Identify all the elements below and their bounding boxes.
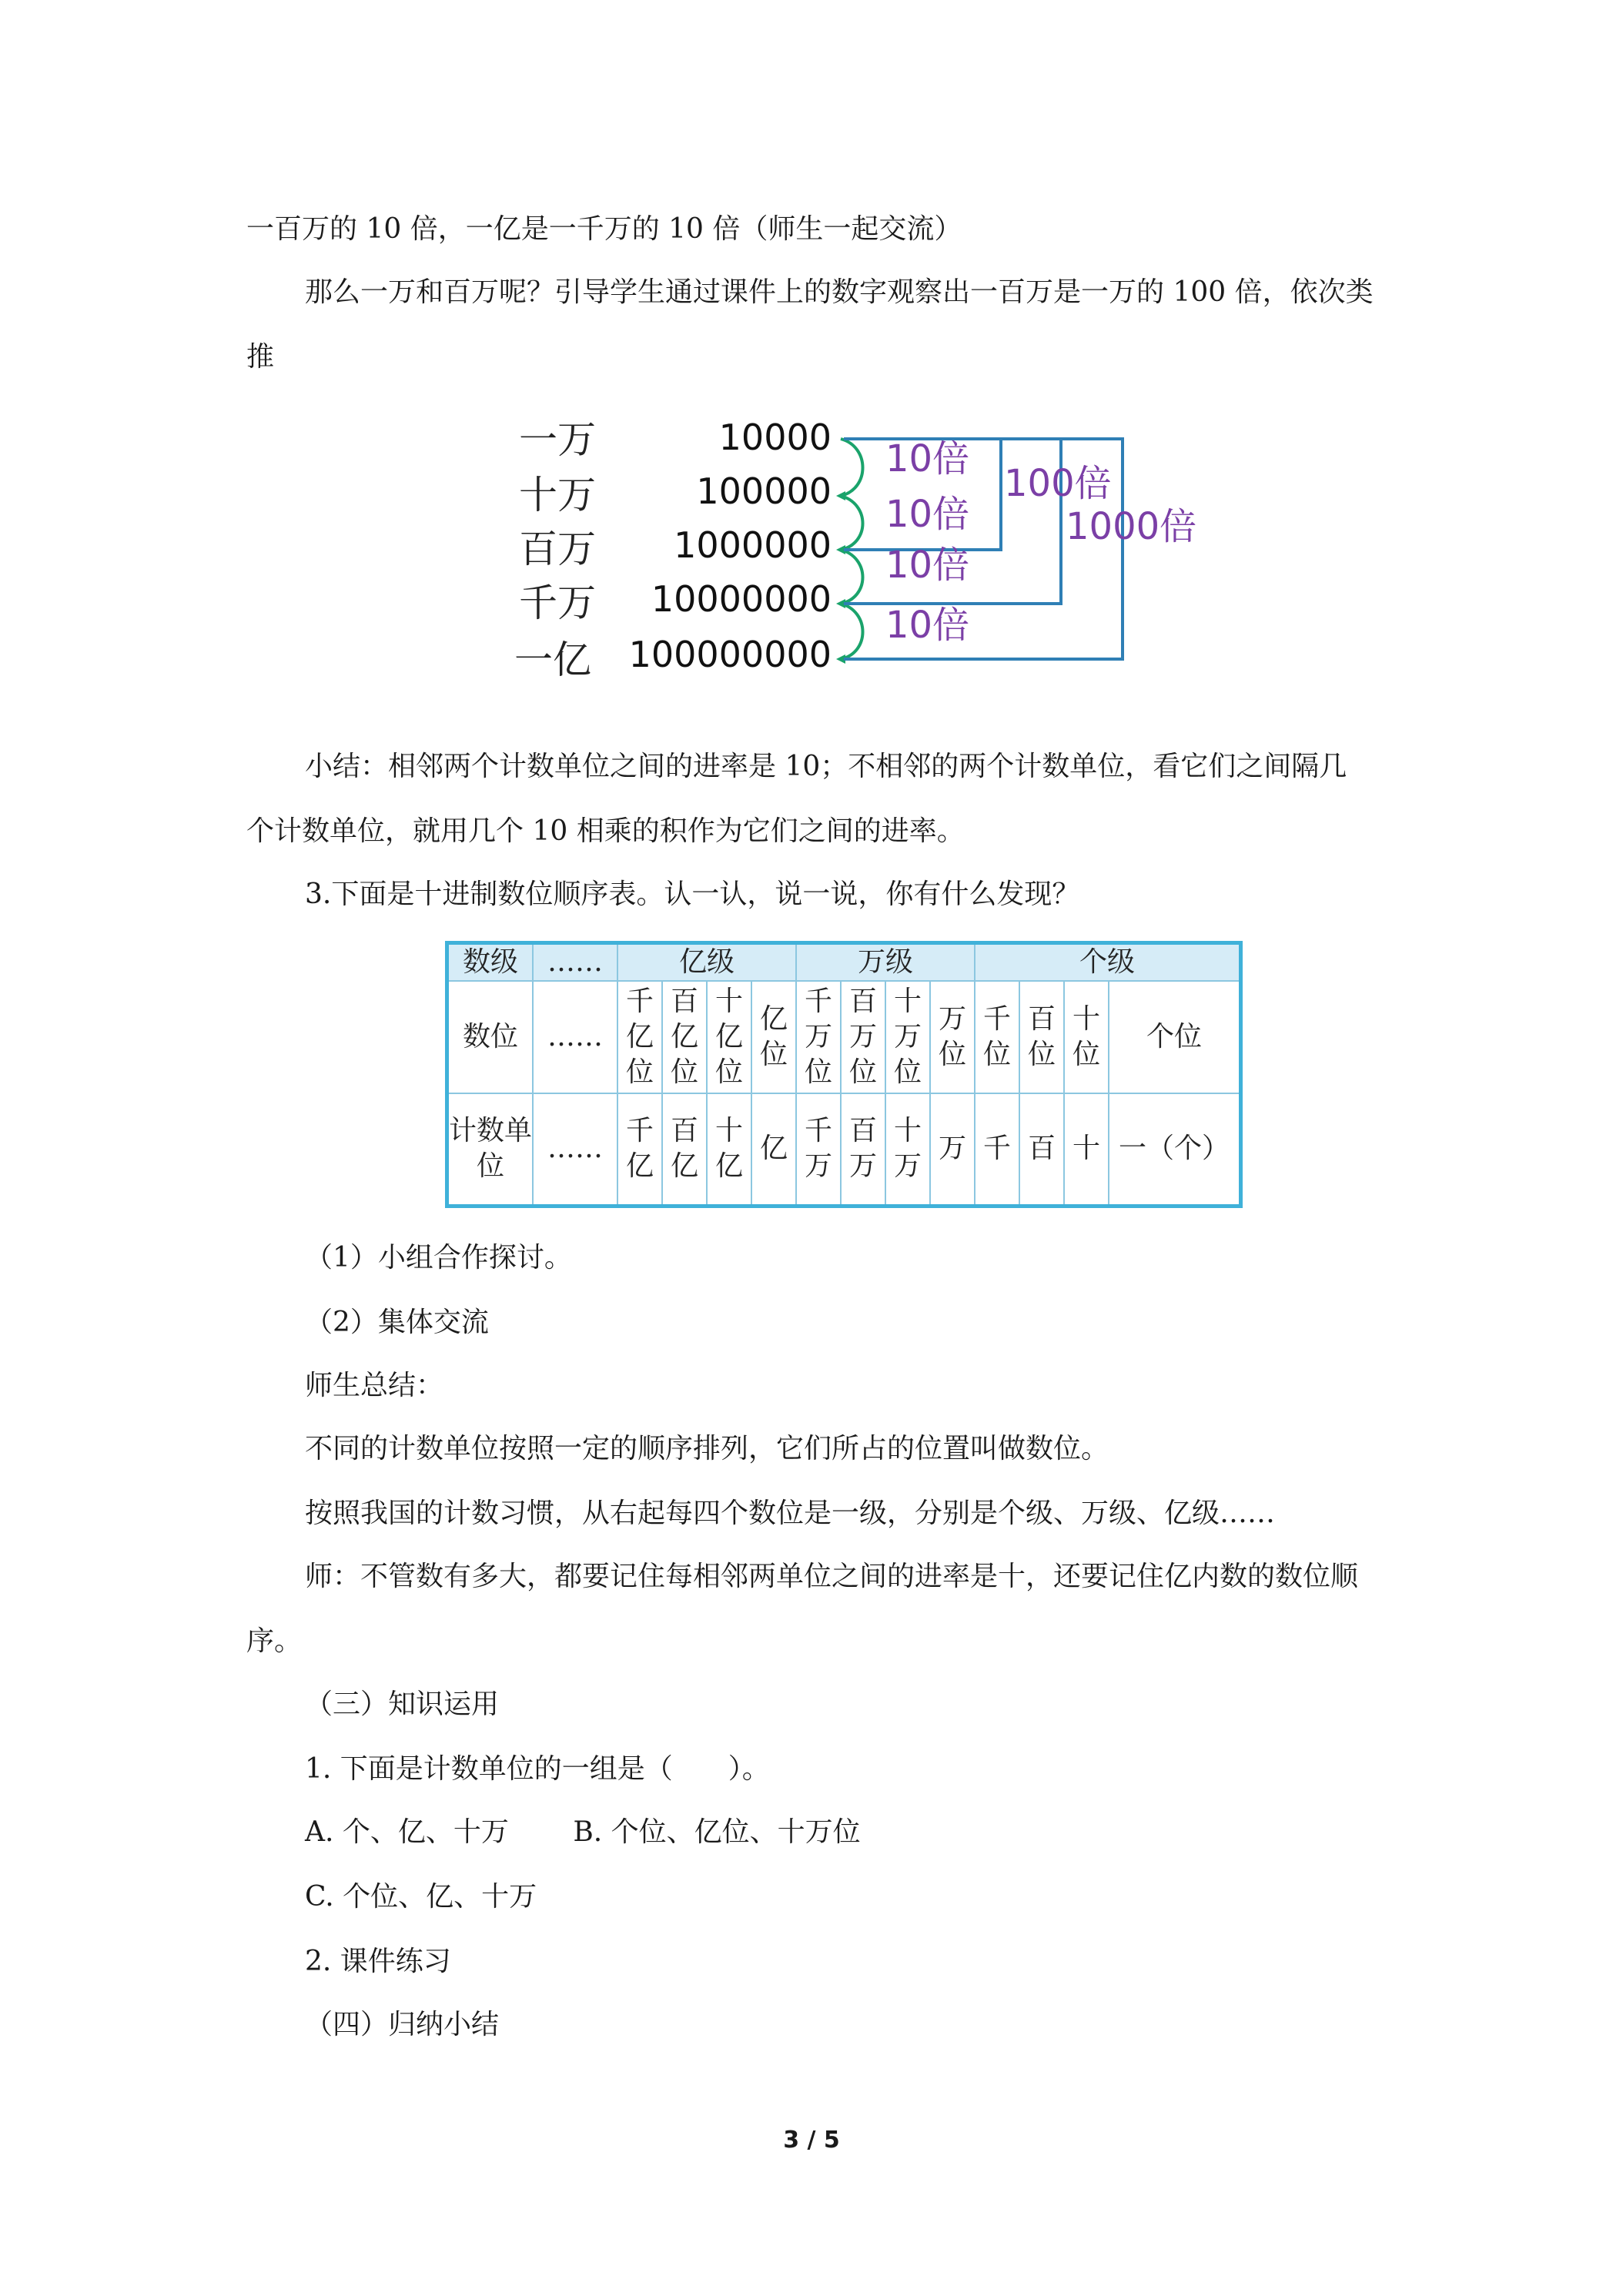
table-cell: 十位 — [1064, 981, 1109, 1093]
place-value-diagram — [493, 416, 1201, 708]
table-cell: …… — [533, 981, 617, 1093]
step-label: 10倍 — [885, 604, 970, 647]
unit-label: 一万 — [519, 417, 596, 462]
table-cell: 千亿 — [617, 1093, 662, 1206]
table-cell: 十亿 — [707, 1093, 751, 1206]
text-line: 师：不管数有多大，都要记住每相邻两单位之间的进率是十，还要记住亿内数的数位顺 — [305, 1561, 1359, 1592]
step-arc — [841, 550, 863, 604]
text-line: （2）集体交流 — [305, 1307, 489, 1338]
table-cell: 数级 — [447, 943, 534, 982]
text-line: 按照我国的计数习惯，从右起每四个数位是一级，分别是个级、万级、亿级…… — [305, 1498, 1276, 1529]
arrow-head — [836, 491, 845, 500]
table-row — [447, 1093, 1241, 1206]
unit-label: 千万 — [519, 581, 596, 625]
table-cell: 万 — [930, 1093, 975, 1206]
table-cell: 千万 — [796, 1093, 841, 1206]
table-row — [447, 981, 1241, 1093]
text-line: 推 — [246, 341, 275, 373]
unit-number: 1000000 — [674, 524, 832, 566]
table-cell: 千万位 — [796, 981, 841, 1093]
table-cell: 亿位 — [751, 981, 796, 1093]
text-line: 不同的计数单位按照一定的顺序排列，它们所占的位置叫做数位。 — [305, 1433, 1109, 1464]
text-line: 那么一万和百万呢？引导学生通过课件上的数字观察出一百万是一万的 100 倍，依次类 — [305, 276, 1374, 308]
table-cell: 百亿位 — [662, 981, 707, 1093]
text-line: 序。 — [246, 1625, 303, 1657]
table-cell: 个位 — [1109, 981, 1241, 1093]
table-cell: 百万位 — [841, 981, 885, 1093]
table-row — [447, 943, 1241, 982]
table-cell: 千 — [975, 1093, 1019, 1206]
table-cell: 计数单位 — [447, 1093, 534, 1206]
unit-number: 100000 — [696, 470, 832, 512]
table-cell: 个级 — [975, 943, 1241, 982]
text-line: 一百万的 10 倍，一亿是一千万的 10 倍（师生一起交流） — [246, 213, 962, 245]
step-label: 10倍 — [885, 437, 970, 480]
bracket-100-label: 100倍 — [1004, 462, 1112, 505]
unit-number: 10000000 — [651, 578, 832, 620]
text-line: 2. 课件练习 — [305, 1946, 451, 1977]
text-line: 个计数单位，就用几个 10 相乘的积作为它们之间的进率。 — [246, 815, 965, 847]
text-line: 小结：相邻两个计数单位之间的进率是 10；不相邻的两个计数单位，看它们之间隔几 — [305, 751, 1347, 782]
table-cell: 百亿 — [662, 1093, 707, 1206]
bracket-1000-label: 1000倍 — [1066, 505, 1197, 548]
text-line: 3.下面是十进制数位顺序表。认一认，说一说，你有什么发现？ — [305, 879, 1080, 910]
table-cell: 亿 — [751, 1093, 796, 1206]
step-labels — [885, 437, 1196, 647]
text-line: A. 个、亿、十万 B. 个位、亿位、十万位 — [305, 1816, 861, 1848]
table-cell: 千位 — [975, 981, 1019, 1093]
unit-label: 一亿 — [514, 638, 591, 682]
unit-numbers — [629, 417, 832, 675]
arc-arrows — [836, 491, 845, 664]
text-line: 师生总结： — [305, 1370, 444, 1401]
table-cell: 万级 — [796, 943, 975, 982]
step-arc — [841, 496, 863, 550]
unit-labels — [514, 417, 596, 682]
table-cell: …… — [533, 943, 617, 982]
text-line: 1. 下面是计数单位的一组是（ ）。 — [305, 1753, 770, 1785]
unit-number: 10000 — [718, 417, 832, 458]
step-label: 10倍 — [885, 544, 970, 587]
table-cell: 十亿位 — [707, 981, 751, 1093]
table-cell: 亿级 — [617, 943, 796, 982]
table-cell: …… — [533, 1093, 617, 1206]
table-cell: 万位 — [930, 981, 975, 1093]
page-number: 3 / 5 — [783, 2127, 840, 2154]
table-cell: 十 — [1064, 1093, 1109, 1206]
table-cell: 十万 — [885, 1093, 930, 1206]
table-cell: 一（个） — [1109, 1093, 1241, 1206]
table-cell: 百万 — [841, 1093, 885, 1206]
text-line: （1）小组合作探讨。 — [305, 1242, 572, 1274]
step-label: 10倍 — [885, 493, 970, 536]
table-cell: 数位 — [447, 981, 534, 1093]
step-arc — [841, 604, 863, 659]
table-cell: 千亿位 — [617, 981, 662, 1093]
text-line: C. 个位、亿、十万 — [305, 1881, 537, 1913]
table-cell: 百 — [1019, 1093, 1064, 1206]
step-arc — [841, 439, 863, 496]
unit-label: 十万 — [519, 473, 596, 517]
text-line: （四）归纳小结 — [305, 2009, 500, 2040]
unit-number: 100000000 — [628, 634, 832, 675]
table-cell: 十万位 — [885, 981, 930, 1093]
place-value-table — [445, 941, 1243, 1208]
text-line: （三）知识运用 — [305, 1689, 500, 1720]
table-cell: 百位 — [1019, 981, 1064, 1093]
unit-label: 百万 — [519, 527, 596, 571]
